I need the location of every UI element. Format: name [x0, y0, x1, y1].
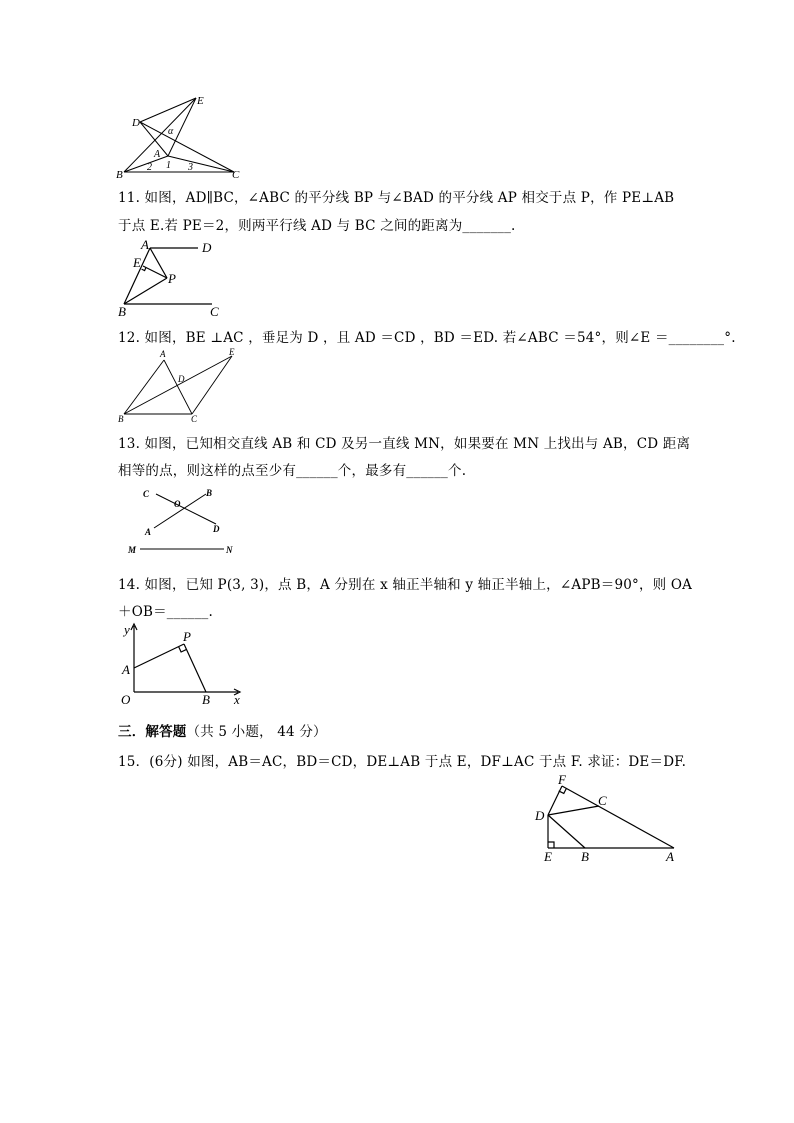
fig10-label-a: A	[154, 149, 161, 160]
fig12-label-d: D	[178, 374, 185, 384]
fig10-label-3: 3	[188, 162, 193, 173]
section-3-heading	[118, 720, 327, 740]
fig13-label-d: D	[213, 524, 220, 534]
q15-text-line1: 15．(6分) 如图，AB＝AC，BD＝CD，DE⊥AB 于点 E，DF⊥AC 于点 F. 求证：DE＝DF.	[118, 754, 687, 770]
fig12-label-a: A	[160, 349, 166, 359]
fig11-label-d: D	[202, 240, 212, 255]
fig13-label-o: O	[174, 499, 181, 509]
fig14-label-x: x	[234, 692, 240, 707]
fig10-label-d: D	[132, 117, 140, 129]
fig15-label-e: E	[544, 849, 552, 864]
fig11-label-b: B	[118, 304, 126, 318]
fig15-label-a: A	[666, 849, 674, 864]
fig15-label-b: B	[581, 849, 589, 864]
fig14-label-a: A	[122, 662, 130, 677]
fig11-label-a: A	[141, 237, 149, 252]
q11-text-line2: 于点 E.若 PE＝2，则两平行线 AD 与 BC 之间的距离为_______.	[118, 218, 516, 234]
fig12-label-b: B	[118, 414, 124, 424]
figure-q10	[112, 90, 252, 182]
q13-text-line1: 13. 如图，已知相交直线 AB 和 CD 及另一直线 MN，如果要在 MN 上找出与 AB，CD 距离	[118, 436, 691, 452]
fig15-label-c: C	[598, 793, 607, 808]
fig14-label-p: P	[183, 629, 191, 644]
fig15-label-f: F	[558, 772, 566, 787]
fig14-label-b: B	[202, 692, 210, 707]
figure-q14	[116, 620, 248, 710]
fig13-label-a: A	[145, 527, 152, 537]
q13-text-line2: 相等的点，则这样的点至少有______个，最多有______个.	[118, 463, 467, 479]
fig14-label-y: y	[124, 622, 130, 637]
fig13-label-n: N	[226, 545, 233, 555]
fig13-label-b: B	[206, 488, 213, 498]
figure-q13	[118, 482, 240, 558]
figure-q15	[530, 772, 680, 864]
fig11-label-e: E	[133, 255, 141, 270]
q11-text-line1: 11. 如图，AD∥BC，∠ABC 的平分线 BP 与∠BAD 的平分线 AP 相交于点 P，作 PE⊥AB	[118, 190, 675, 206]
q14-text-line2: ＋OB＝______.	[118, 604, 213, 620]
figure-q12	[112, 344, 246, 426]
fig10-label-e: E	[197, 95, 204, 107]
fig11-label-c: C	[210, 304, 219, 318]
fig14-label-o: O	[121, 692, 131, 707]
fig10-label-2: 2	[147, 162, 152, 173]
fig13-label-c: C	[143, 489, 150, 499]
fig15-label-d: D	[535, 808, 545, 823]
fig11-label-p: P	[168, 271, 176, 286]
q12-text-line1: 12. 如图，BE ⊥AC ，垂足为 D ，且 AD ＝CD ，BD ＝ED. 若∠ABC ＝54°，则∠E ＝________°.	[118, 330, 736, 346]
fig10-label-b: B	[116, 169, 123, 181]
fig10-label-c: C	[232, 169, 240, 181]
fig12-label-c: C	[191, 414, 198, 424]
section-3-note: （共 5 小题， 44 分）	[186, 724, 327, 740]
fig12-label-e: E	[229, 347, 235, 357]
fig13-label-m: M	[128, 545, 137, 555]
figure-q11	[112, 236, 230, 318]
fig10-label-1: 1	[166, 160, 171, 171]
q14-text-line1: 14. 如图，已知 P(3, 3)，点 B，A 分别在 x 轴正半轴和 y 轴正半轴上，∠APB＝90°，则 OA	[118, 577, 693, 593]
fig10-label-alpha: α	[168, 126, 174, 137]
section-3-title: 三．解答题	[118, 724, 187, 740]
